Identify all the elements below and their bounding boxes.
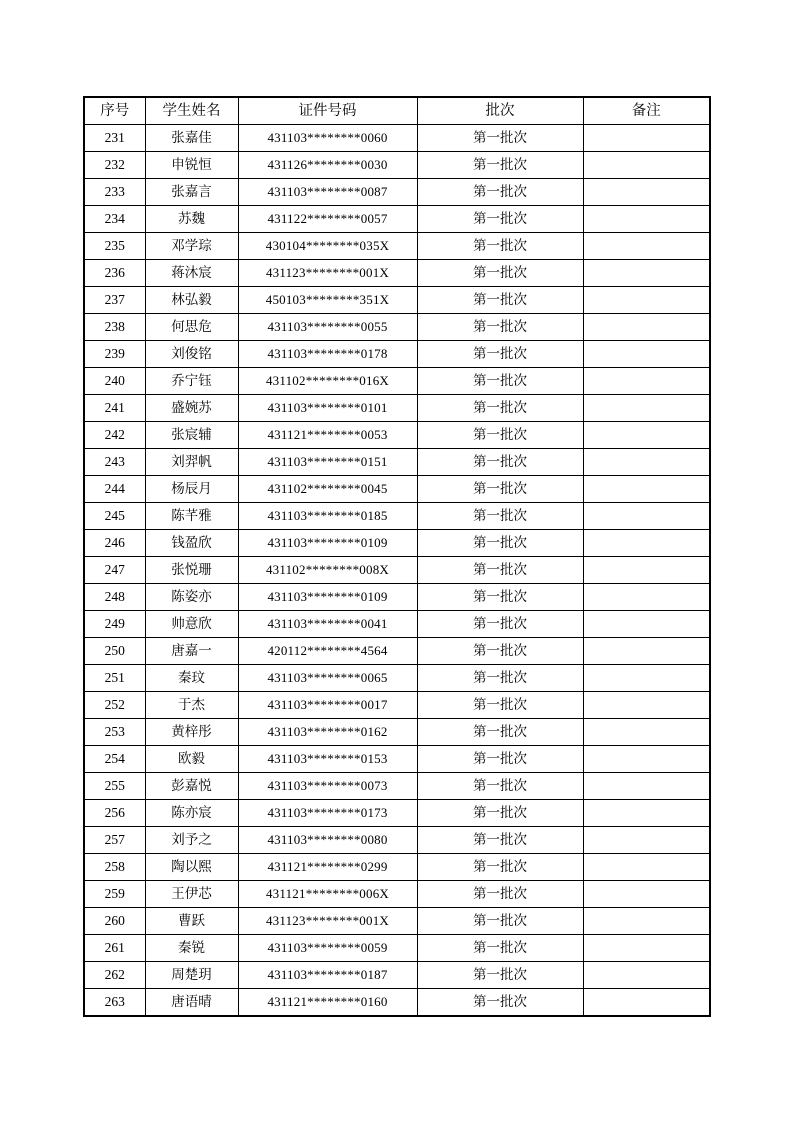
cell-remarks <box>583 665 710 692</box>
cell-student-name: 彭嘉悦 <box>145 773 238 800</box>
cell-id-number: 431103********0060 <box>238 125 417 152</box>
cell-id-number: 431103********0055 <box>238 314 417 341</box>
table-row <box>84 962 710 989</box>
table-row <box>84 260 710 287</box>
table-row <box>84 746 710 773</box>
cell-student-name: 刘予之 <box>145 827 238 854</box>
cell-student-name: 刘俊铭 <box>145 341 238 368</box>
cell-batch: 第一批次 <box>417 341 583 368</box>
cell-id-number: 431123********001X <box>238 908 417 935</box>
student-table <box>83 96 711 1017</box>
cell-student-name: 周楚玥 <box>145 962 238 989</box>
cell-batch: 第一批次 <box>417 638 583 665</box>
table-row <box>84 206 710 233</box>
student-list-sheet <box>83 96 711 1017</box>
cell-remarks <box>583 503 710 530</box>
cell-student-name: 蒋沐宸 <box>145 260 238 287</box>
cell-id-number: 430104********035X <box>238 233 417 260</box>
cell-student-name: 曹跃 <box>145 908 238 935</box>
cell-id-number: 431103********0185 <box>238 503 417 530</box>
cell-student-name: 欧毅 <box>145 746 238 773</box>
cell-seq: 259 <box>84 881 145 908</box>
cell-remarks <box>583 989 710 1017</box>
cell-remarks <box>583 260 710 287</box>
cell-remarks <box>583 233 710 260</box>
cell-id-number: 431103********0101 <box>238 395 417 422</box>
cell-id-number: 431121********0160 <box>238 989 417 1017</box>
cell-remarks <box>583 422 710 449</box>
cell-batch: 第一批次 <box>417 287 583 314</box>
cell-seq: 232 <box>84 152 145 179</box>
cell-id-number: 431103********0153 <box>238 746 417 773</box>
cell-id-number: 431103********0162 <box>238 719 417 746</box>
cell-student-name: 张悦珊 <box>145 557 238 584</box>
table-row <box>84 179 710 206</box>
cell-student-name: 于杰 <box>145 692 238 719</box>
header-id-number: 证件号码 <box>238 97 417 125</box>
cell-batch: 第一批次 <box>417 584 583 611</box>
cell-batch: 第一批次 <box>417 719 583 746</box>
cell-batch: 第一批次 <box>417 962 583 989</box>
table-row <box>84 395 710 422</box>
cell-id-number: 431102********008X <box>238 557 417 584</box>
header-remarks: 备注 <box>583 97 710 125</box>
cell-seq: 252 <box>84 692 145 719</box>
cell-remarks <box>583 476 710 503</box>
cell-student-name: 邓学琮 <box>145 233 238 260</box>
cell-id-number: 431103********0080 <box>238 827 417 854</box>
cell-student-name: 苏魏 <box>145 206 238 233</box>
cell-remarks <box>583 206 710 233</box>
cell-seq: 254 <box>84 746 145 773</box>
cell-id-number: 450103********351X <box>238 287 417 314</box>
cell-student-name: 陈姿亦 <box>145 584 238 611</box>
table-row <box>84 341 710 368</box>
cell-remarks <box>583 908 710 935</box>
cell-batch: 第一批次 <box>417 422 583 449</box>
cell-seq: 255 <box>84 773 145 800</box>
cell-remarks <box>583 125 710 152</box>
table-row <box>84 719 710 746</box>
cell-student-name: 陈亦宸 <box>145 800 238 827</box>
cell-seq: 250 <box>84 638 145 665</box>
cell-remarks <box>583 746 710 773</box>
cell-id-number: 431102********016X <box>238 368 417 395</box>
cell-id-number: 431103********0151 <box>238 449 417 476</box>
cell-batch: 第一批次 <box>417 260 583 287</box>
cell-id-number: 431103********0059 <box>238 935 417 962</box>
cell-seq: 239 <box>84 341 145 368</box>
cell-id-number: 431102********0045 <box>238 476 417 503</box>
cell-student-name: 乔宁钰 <box>145 368 238 395</box>
table-row <box>84 422 710 449</box>
table-row <box>84 935 710 962</box>
cell-seq: 234 <box>84 206 145 233</box>
table-body <box>84 125 710 1017</box>
cell-id-number: 420112********4564 <box>238 638 417 665</box>
table-row <box>84 638 710 665</box>
table-row <box>84 881 710 908</box>
cell-seq: 242 <box>84 422 145 449</box>
cell-seq: 236 <box>84 260 145 287</box>
cell-seq: 241 <box>84 395 145 422</box>
header-seq: 序号 <box>84 97 145 125</box>
cell-seq: 251 <box>84 665 145 692</box>
cell-remarks <box>583 935 710 962</box>
cell-id-number: 431103********0065 <box>238 665 417 692</box>
cell-batch: 第一批次 <box>417 503 583 530</box>
cell-remarks <box>583 341 710 368</box>
cell-student-name: 唐嘉一 <box>145 638 238 665</box>
cell-seq: 244 <box>84 476 145 503</box>
cell-seq: 249 <box>84 611 145 638</box>
table-row <box>84 611 710 638</box>
cell-batch: 第一批次 <box>417 665 583 692</box>
cell-remarks <box>583 368 710 395</box>
cell-student-name: 秦锐 <box>145 935 238 962</box>
cell-id-number: 431103********0041 <box>238 611 417 638</box>
cell-batch: 第一批次 <box>417 395 583 422</box>
cell-batch: 第一批次 <box>417 935 583 962</box>
cell-student-name: 张嘉言 <box>145 179 238 206</box>
cell-id-number: 431103********0178 <box>238 341 417 368</box>
cell-remarks <box>583 638 710 665</box>
cell-batch: 第一批次 <box>417 557 583 584</box>
table-row <box>84 287 710 314</box>
cell-seq: 243 <box>84 449 145 476</box>
cell-batch: 第一批次 <box>417 989 583 1017</box>
cell-remarks <box>583 962 710 989</box>
header-student-name: 学生姓名 <box>145 97 238 125</box>
cell-remarks <box>583 584 710 611</box>
table-row <box>84 989 710 1017</box>
cell-id-number: 431121********0299 <box>238 854 417 881</box>
table-row <box>84 368 710 395</box>
table-row <box>84 827 710 854</box>
cell-id-number: 431103********0109 <box>238 530 417 557</box>
cell-seq: 262 <box>84 962 145 989</box>
cell-seq: 261 <box>84 935 145 962</box>
table-row <box>84 314 710 341</box>
table-row <box>84 503 710 530</box>
table-row <box>84 557 710 584</box>
cell-batch: 第一批次 <box>417 881 583 908</box>
cell-seq: 245 <box>84 503 145 530</box>
cell-remarks <box>583 611 710 638</box>
table-row <box>84 773 710 800</box>
cell-remarks <box>583 773 710 800</box>
cell-id-number: 431123********001X <box>238 260 417 287</box>
cell-id-number: 431103********0073 <box>238 773 417 800</box>
cell-seq: 260 <box>84 908 145 935</box>
cell-student-name: 申锐恒 <box>145 152 238 179</box>
cell-remarks <box>583 314 710 341</box>
table-row <box>84 854 710 881</box>
cell-seq: 238 <box>84 314 145 341</box>
cell-remarks <box>583 854 710 881</box>
cell-batch: 第一批次 <box>417 908 583 935</box>
cell-remarks <box>583 287 710 314</box>
cell-batch: 第一批次 <box>417 530 583 557</box>
cell-batch: 第一批次 <box>417 449 583 476</box>
cell-seq: 231 <box>84 125 145 152</box>
cell-batch: 第一批次 <box>417 827 583 854</box>
cell-student-name: 陈芊雅 <box>145 503 238 530</box>
cell-student-name: 秦玟 <box>145 665 238 692</box>
cell-student-name: 唐语晴 <box>145 989 238 1017</box>
table-row <box>84 908 710 935</box>
cell-remarks <box>583 881 710 908</box>
cell-remarks <box>583 395 710 422</box>
cell-id-number: 431103********0187 <box>238 962 417 989</box>
cell-batch: 第一批次 <box>417 746 583 773</box>
cell-student-name: 钱盈欣 <box>145 530 238 557</box>
cell-seq: 237 <box>84 287 145 314</box>
cell-student-name: 帅意欣 <box>145 611 238 638</box>
table-row <box>84 584 710 611</box>
cell-id-number: 431126********0030 <box>238 152 417 179</box>
table-row <box>84 692 710 719</box>
cell-seq: 253 <box>84 719 145 746</box>
cell-remarks <box>583 800 710 827</box>
cell-batch: 第一批次 <box>417 611 583 638</box>
cell-batch: 第一批次 <box>417 206 583 233</box>
header-row <box>84 97 710 125</box>
cell-batch: 第一批次 <box>417 368 583 395</box>
table-row <box>84 665 710 692</box>
cell-seq: 257 <box>84 827 145 854</box>
cell-student-name: 盛婉苏 <box>145 395 238 422</box>
cell-batch: 第一批次 <box>417 854 583 881</box>
cell-seq: 233 <box>84 179 145 206</box>
cell-id-number: 431103********0087 <box>238 179 417 206</box>
cell-seq: 258 <box>84 854 145 881</box>
cell-id-number: 431122********0057 <box>238 206 417 233</box>
cell-batch: 第一批次 <box>417 314 583 341</box>
cell-id-number: 431121********006X <box>238 881 417 908</box>
cell-remarks <box>583 152 710 179</box>
cell-student-name: 张嘉佳 <box>145 125 238 152</box>
cell-student-name: 何思危 <box>145 314 238 341</box>
cell-student-name: 张宸辅 <box>145 422 238 449</box>
cell-id-number: 431103********0017 <box>238 692 417 719</box>
table-row <box>84 476 710 503</box>
cell-seq: 246 <box>84 530 145 557</box>
table-row <box>84 530 710 557</box>
cell-seq: 235 <box>84 233 145 260</box>
cell-seq: 248 <box>84 584 145 611</box>
cell-seq: 256 <box>84 800 145 827</box>
cell-batch: 第一批次 <box>417 125 583 152</box>
cell-id-number: 431103********0109 <box>238 584 417 611</box>
cell-batch: 第一批次 <box>417 476 583 503</box>
cell-student-name: 王伊芯 <box>145 881 238 908</box>
cell-batch: 第一批次 <box>417 179 583 206</box>
cell-student-name: 黄梓彤 <box>145 719 238 746</box>
cell-student-name: 刘羿帆 <box>145 449 238 476</box>
cell-seq: 263 <box>84 989 145 1017</box>
header-batch: 批次 <box>417 97 583 125</box>
cell-id-number: 431121********0053 <box>238 422 417 449</box>
table-row <box>84 125 710 152</box>
cell-batch: 第一批次 <box>417 800 583 827</box>
cell-remarks <box>583 557 710 584</box>
cell-remarks <box>583 530 710 557</box>
table-row <box>84 233 710 260</box>
cell-remarks <box>583 719 710 746</box>
cell-batch: 第一批次 <box>417 152 583 179</box>
cell-student-name: 林弘毅 <box>145 287 238 314</box>
cell-seq: 247 <box>84 557 145 584</box>
cell-seq: 240 <box>84 368 145 395</box>
cell-student-name: 陶以熙 <box>145 854 238 881</box>
table-row <box>84 800 710 827</box>
cell-batch: 第一批次 <box>417 692 583 719</box>
cell-batch: 第一批次 <box>417 773 583 800</box>
cell-student-name: 杨辰月 <box>145 476 238 503</box>
cell-remarks <box>583 692 710 719</box>
cell-remarks <box>583 827 710 854</box>
cell-id-number: 431103********0173 <box>238 800 417 827</box>
table-row <box>84 449 710 476</box>
cell-batch: 第一批次 <box>417 233 583 260</box>
cell-remarks <box>583 179 710 206</box>
cell-remarks <box>583 449 710 476</box>
table-row <box>84 152 710 179</box>
